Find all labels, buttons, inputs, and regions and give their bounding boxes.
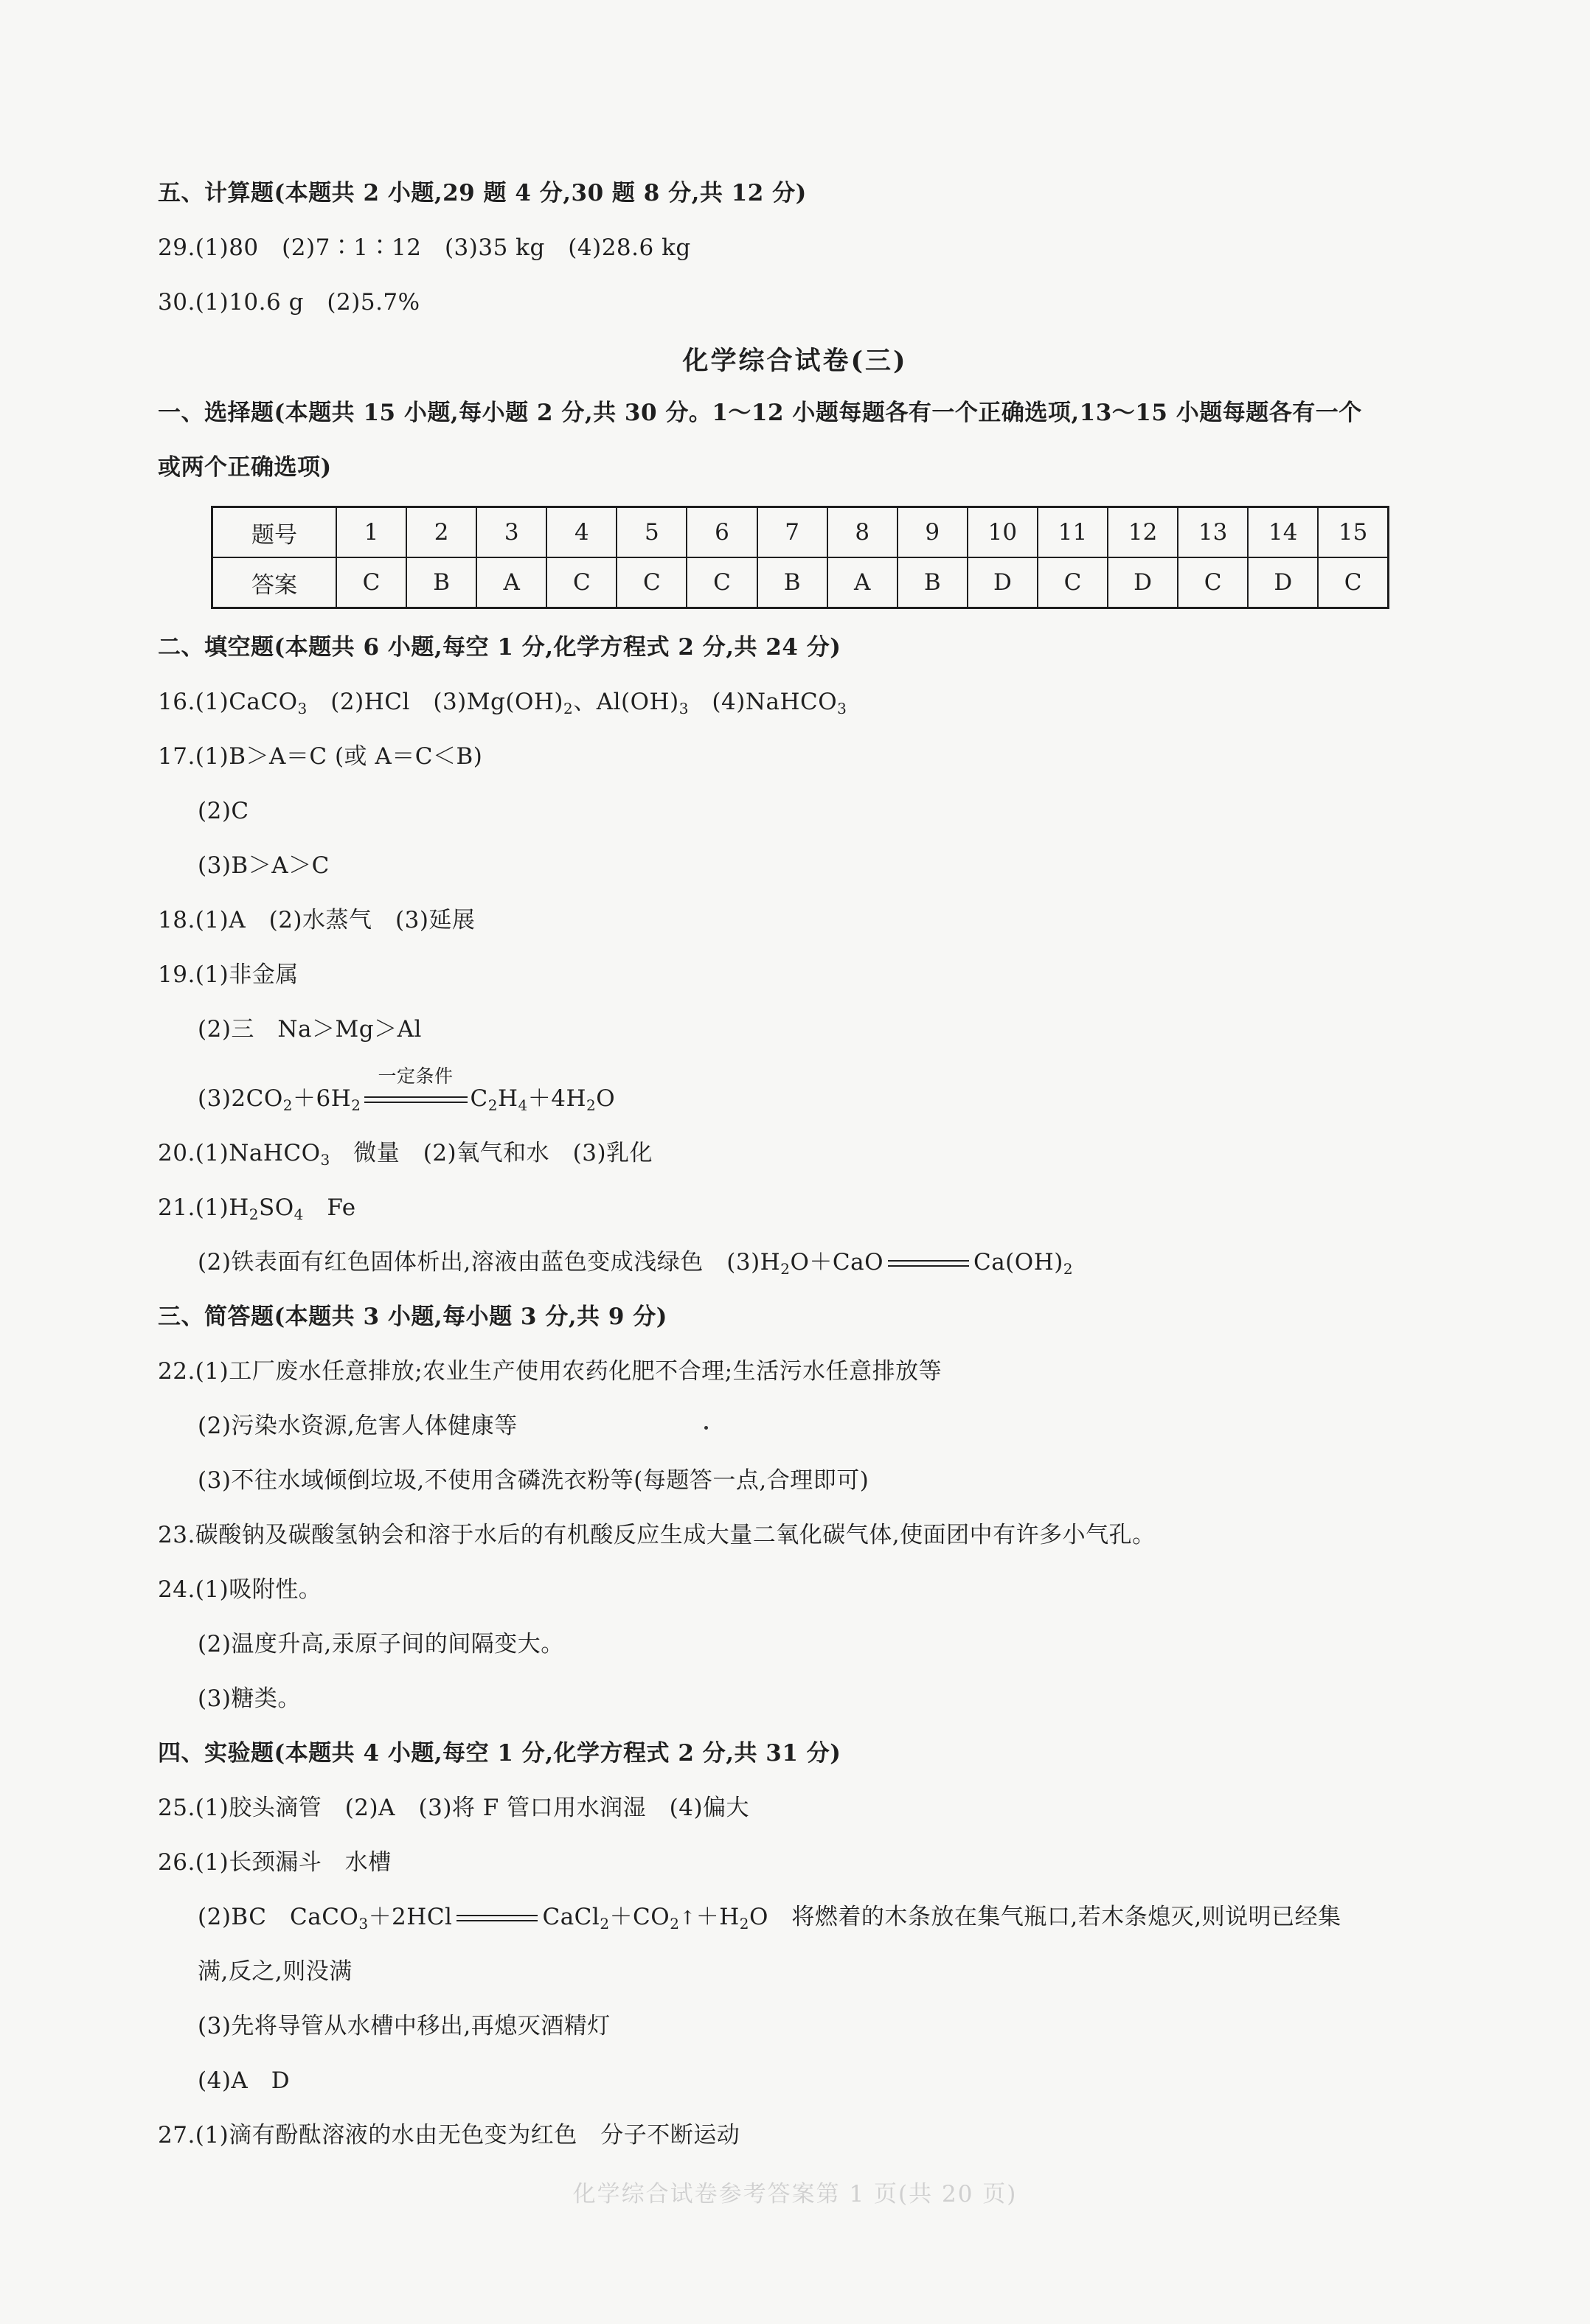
section-1-header-cont: 或两个正确选项) xyxy=(158,454,332,481)
table-cell: 15 xyxy=(1318,507,1388,558)
page-title: 化学综合试卷(三) xyxy=(682,346,908,376)
table-cell: 6 xyxy=(687,507,757,558)
table-cell: C xyxy=(336,557,406,608)
answer-21-2: (2)铁表面有红色固体析出,溶液由蓝色变成浅绿色 $(3)H_2O+CaO$ $Ca(OH)_2$ xyxy=(198,1249,1074,1278)
table-row-answers xyxy=(212,557,1389,608)
answer-16: 16.(1)CaCO$_3$ (2)HCl $(3)Mg(OH)_2$、$Al(OH)_3$ (4)NaHCO$_3$ xyxy=(158,689,847,717)
answer-26-1: 26.(1)长颈漏斗 水槽 xyxy=(158,1849,392,1876)
answer-27: 27.(1)滴有酚酞溶液的水由无色变为红色 分子不断运动 xyxy=(158,2122,740,2149)
answer-26-4: (4)A D xyxy=(198,2067,291,2094)
section-2-header: 二、填空题(本题共 6 小题,每空 1 分,化学方程式 2 分,共 24 分) xyxy=(158,634,841,661)
answer-25: 25.(1)胶头滴管 (2)A (3)将 F 管口用水润湿 (4)偏大 xyxy=(158,1795,750,1821)
answer-29: 29.(1)80 (2)7∶1∶12 (3)35 kg (4)28.6 kg xyxy=(158,234,691,261)
answer-22-2: (2)污染水资源,危害人体健康等 xyxy=(198,1413,518,1439)
answer-19-2: (2)三 Na＞Mg＞Al xyxy=(198,1016,422,1043)
table-cell: B xyxy=(757,557,827,608)
answer-26-3: (3)先将导管从水槽中移出,再熄灭酒精灯 xyxy=(198,2013,611,2039)
answer-24-3: (3)糖类。 xyxy=(198,1685,301,1712)
answer-21-1: $21.(1)H_2SO_4$ Fe xyxy=(158,1194,356,1223)
table-cell: 3 xyxy=(476,507,546,558)
stray-dot xyxy=(704,1426,708,1430)
table-cell: 12 xyxy=(1108,507,1178,558)
table-cell: 7 xyxy=(757,507,827,558)
answer-18: 18.(1)A (2)水蒸气 (3)延展 xyxy=(158,907,476,933)
table-header-answer: 答案 xyxy=(212,557,337,608)
table-cell: 4 xyxy=(546,507,617,558)
table-cell: D xyxy=(968,557,1038,608)
page-footer: 化学综合试卷参考答案第 1 页(共 20 页) xyxy=(572,2181,1018,2208)
table-cell: 9 xyxy=(898,507,968,558)
answer-22-1: 22.(1)工厂废水任意排放;农业生产使用农药化肥不合理;生活污水任意排放等 xyxy=(158,1358,942,1385)
table-cell: 11 xyxy=(1038,507,1108,558)
table-cell: C xyxy=(617,557,687,608)
table-cell: D xyxy=(1108,557,1178,608)
answer-24-1: 24.(1)吸附性。 xyxy=(158,1576,322,1603)
answer-17-1: 17.(1)B＞A＝C (或 A＝C＜B) xyxy=(158,743,483,770)
table-cell: C xyxy=(1038,557,1108,608)
table-cell: B xyxy=(898,557,968,608)
table-cell: 13 xyxy=(1178,507,1248,558)
answer-26-2: (2)BC CaCO$_3$＋2HCl $CaCl_2+CO_2↑+H_2O$ 将燃着的木条放在集气瓶口,若木条熄灭,则说明已经集 xyxy=(198,1904,1341,1932)
answer-24-2: (2)温度升高,汞原子间的间隔变大。 xyxy=(198,1631,564,1657)
answer-table xyxy=(211,506,1389,609)
table-cell: C xyxy=(1178,557,1248,608)
table-cell: 8 xyxy=(827,507,898,558)
table-row-numbers xyxy=(212,507,1389,558)
table-cell: 5 xyxy=(617,507,687,558)
section-1-header: 一、选择题(本题共 15 小题,每小题 2 分,共 30 分。1～12 小题每题各有一个正确选项,13～15 小题每题各有一个 xyxy=(158,400,1362,426)
answer-26-2-cont: 满,反之,则没满 xyxy=(198,1958,353,1985)
table-cell: C xyxy=(687,557,757,608)
reaction-condition: 一定条件 xyxy=(364,1084,468,1113)
table-cell: 14 xyxy=(1248,507,1318,558)
answer-23: 23.碳酸钠及碳酸氢钠会和溶于水后的有机酸反应生成大量二氧化碳气体,使面团中有许多小气孔。 xyxy=(158,1522,1156,1548)
table-cell: D xyxy=(1248,557,1318,608)
answer-22-3: (3)不往水域倾倒垃圾,不使用含磷洗衣粉等(每题答一点,合理即可) xyxy=(198,1467,869,1494)
answer-17-3: (3)B＞A＞C xyxy=(198,852,330,879)
table-cell: B xyxy=(406,557,476,608)
answer-17-2: (2)C xyxy=(198,798,249,824)
table-cell: 1 xyxy=(336,507,406,558)
table-cell: A xyxy=(827,557,898,608)
table-cell: C xyxy=(546,557,617,608)
answer-19-3-equation: $(3)2CO_2+6H_2$ 一定条件 $C_2H_4+4H_2O$ xyxy=(198,1065,616,1114)
answer-20: 20.(1)NaHCO$_3$ 微量 (2)氧气和水 (3)乳化 xyxy=(158,1140,653,1169)
answer-30: 30.(1)10.6 g (2)5.7% xyxy=(158,289,420,316)
table-cell: C xyxy=(1318,557,1388,608)
section-4-header: 四、实验题(本题共 4 小题,每空 1 分,化学方程式 2 分,共 31 分) xyxy=(158,1740,841,1767)
section-3-header: 三、简答题(本题共 3 小题,每小题 3 分,共 9 分) xyxy=(158,1304,667,1330)
table-cell: 2 xyxy=(406,507,476,558)
section-5-header: 五、计算题(本题共 2 小题,29 题 4 分,30 题 8 分,共 12 分) xyxy=(158,180,807,206)
table-header-number: 题号 xyxy=(212,507,337,558)
table-cell: A xyxy=(476,557,546,608)
answer-19-1: 19.(1)非金属 xyxy=(158,961,299,988)
table-cell: 10 xyxy=(968,507,1038,558)
gas-arrow-icon: ↑ xyxy=(679,1907,696,1930)
